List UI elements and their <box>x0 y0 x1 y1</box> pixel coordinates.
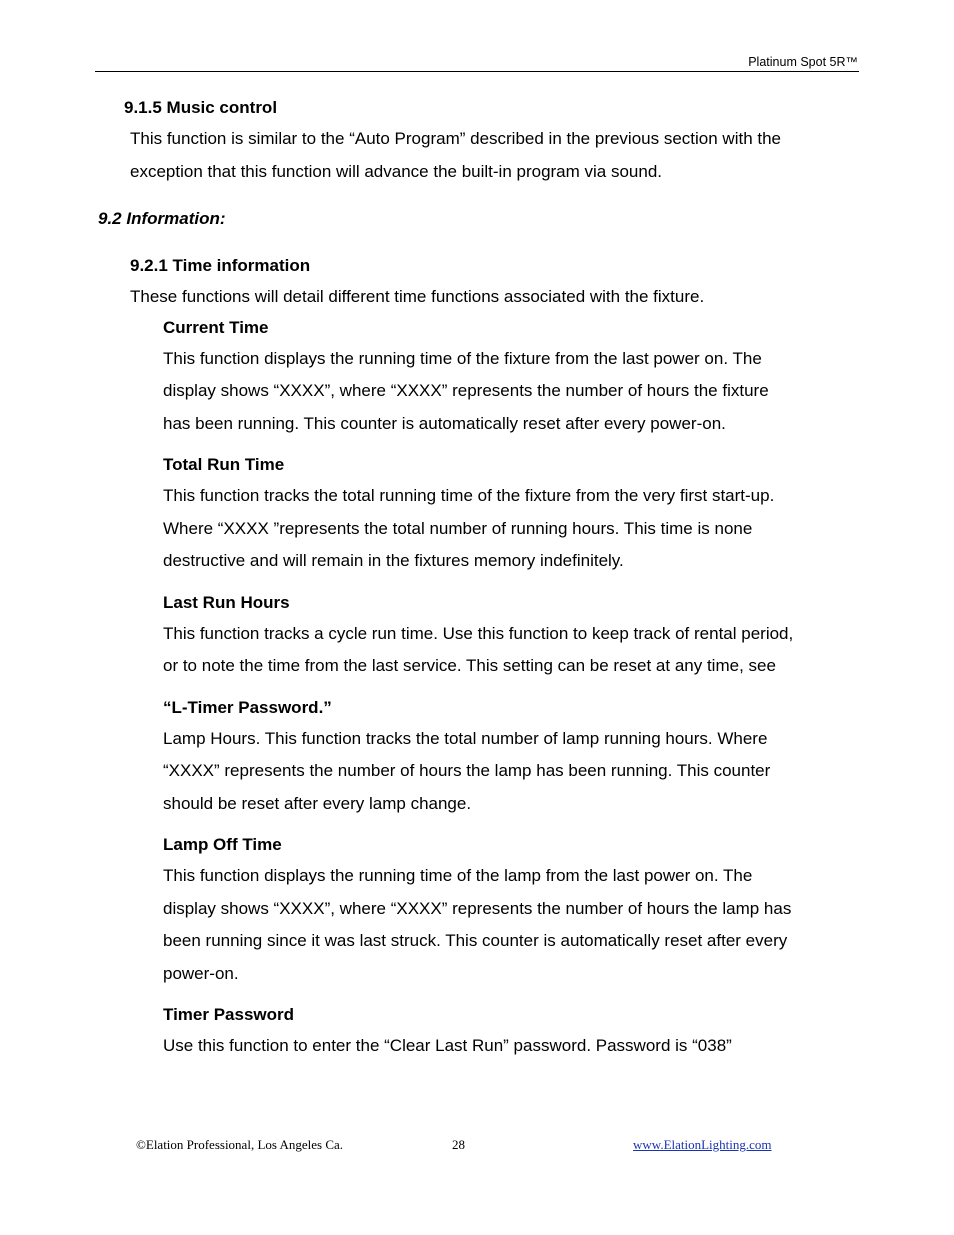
time-information-heading: 9.2.1 Time information <box>130 256 311 275</box>
last-run-hours-heading: Last Run Hours <box>163 592 290 612</box>
footer-copyright: ©Elation Professional, Los Angeles Ca. <box>136 1137 344 1152</box>
page-content <box>0 96 954 1063</box>
total-run-time-body <box>163 480 863 578</box>
current-time-line: display shows “XXXX”, where “XXXX” represents the number of hours the fixture <box>163 381 769 400</box>
total-run-time-line: Where “XXXX ”represents the total number of running hours. This time is none <box>163 518 753 538</box>
header-rule <box>95 71 859 72</box>
current-time-body <box>163 343 863 441</box>
l-timer-password-heading: “L-Timer Password.” <box>163 697 332 717</box>
lamp-off-time-line: power-on. <box>163 963 239 983</box>
l-timer-password-line: “XXXX” represents the number of hours the lamp has been running. This counter <box>163 761 771 780</box>
last-run-hours-body <box>163 618 863 683</box>
music-control-heading: 9.1.5 Music control <box>124 98 278 117</box>
music-control-body <box>130 123 860 188</box>
music-control-line: This function is similar to the “Auto Program” described in the previous section with the <box>130 129 782 148</box>
total-run-time-heading: Total Run Time <box>163 455 285 474</box>
l-timer-password-body <box>163 723 863 821</box>
lamp-off-time-line: This function displays the running time of the lamp from the last power on. The <box>163 866 753 885</box>
current-time-line: has been running. This counter is automatically reset after every power-on. <box>163 413 726 433</box>
timer-password-heading: Timer Password <box>163 1005 295 1024</box>
l-timer-password-line: should be reset after every lamp change. <box>163 793 472 813</box>
time-information-body <box>130 281 860 314</box>
lamp-off-time-body <box>163 860 863 990</box>
timer-password-body <box>163 1030 863 1063</box>
timer-password-line: Use this function to enter the “Clear Last Run” password. Password is “038” <box>163 1036 732 1055</box>
page-header-title: Platinum Spot 5R™ <box>748 55 858 69</box>
music-control-line: exception that this function will advance the built-in program via sound. <box>130 161 663 181</box>
lamp-off-time-line: been running since it was last struck. This counter is automatically reset after every <box>163 931 788 950</box>
lamp-off-time-line: display shows “XXXX”, where “XXXX” represents the number of hours the lamp has <box>163 898 792 918</box>
last-run-hours-line: This function tracks a cycle run time. Use this function to keep track of rental period, <box>163 623 794 643</box>
current-time-line: This function displays the running time of the fixture from the last power on. The <box>163 348 762 368</box>
footer-website-link[interactable]: www.ElationLighting.com <box>633 1137 772 1152</box>
current-time-heading: Current Time <box>163 317 269 337</box>
footer-page-number: 28 <box>452 1137 465 1152</box>
time-information-line: These functions will detail different time functions associated with the fixture. <box>130 287 705 306</box>
l-timer-password-line: Lamp Hours. This function tracks the total number of lamp running hours. Where <box>163 728 768 748</box>
total-run-time-line: This function tracks the total running time of the fixture from the very first start-up. <box>163 486 775 505</box>
total-run-time-line: destructive and will remain in the fixtures memory indefinitely. <box>163 551 624 570</box>
last-run-hours-line: or to note the time from the last service. This setting can be reset at any time, see <box>163 656 776 675</box>
lamp-off-time-heading: Lamp Off Time <box>163 835 282 854</box>
information-heading: 9.2 Information: <box>98 209 226 228</box>
